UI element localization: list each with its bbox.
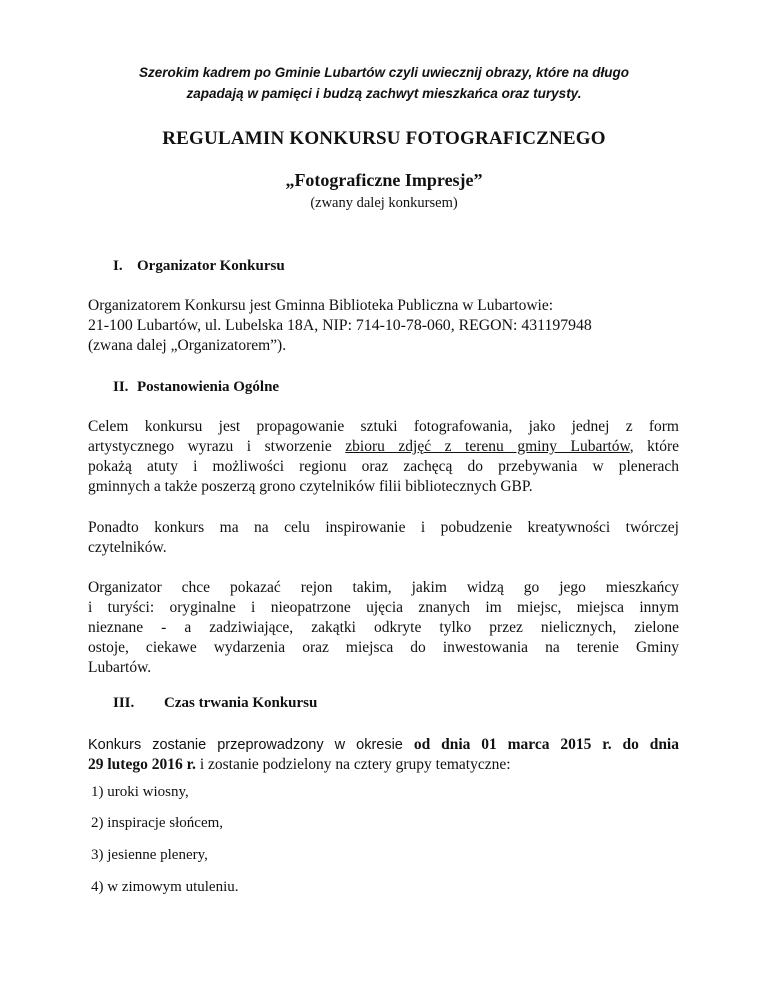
paragraph-duration [88, 735, 679, 775]
text-line [88, 437, 679, 457]
text-line: ostoje, ciekawe wydarzenia oraz miejsca do inwestowania na terenie Gminy [88, 639, 679, 656]
text-line: nieznane - a zadziwiające, zakątki odkryte tylko przez nielicznych, zielone [88, 619, 679, 636]
section-title: Organizator Konkursu [137, 258, 285, 274]
text-run: , które [629, 438, 679, 455]
document-title: REGULAMIN KONKURSU FOTOGRAFICZNEGO [162, 128, 606, 149]
section-number: III. [113, 695, 135, 711]
text-line: i turyści: oryginalne i nieopatrzone ujęcia znanych im miejsc, miejsca innym [88, 599, 679, 616]
text-line: Celem konkursu jest propagowanie sztuki fotografowania, jako jednej z form [88, 418, 679, 435]
section-heading-organizer [113, 258, 285, 275]
date-range: od dnia 01 marca 2015 r. do dnia [413, 736, 679, 753]
paragraph-organizer [88, 296, 679, 356]
motto-line: zapadają w pamięci i budzą zachwyt mieszkańca oraz turysty. [186, 86, 582, 101]
text-line: Organizatorem Konkursu jest Gminna Biblioteka Publiczna w Lubartowie: [88, 297, 554, 314]
section-heading-general [113, 379, 279, 396]
paragraph-region [88, 578, 679, 678]
text-line: czytelników. [88, 539, 167, 556]
section-title: Postanowienia Ogólne [137, 379, 280, 395]
text-run: i zostanie podzielony na cztery grupy tematyczne: [195, 756, 511, 773]
text-run: Konkurs zostanie przeprowadzony w okresie [88, 737, 414, 753]
list-item: 4) w zimowym utuleniu. [91, 879, 239, 895]
contest-name: „Fotograficzne Impresje” [285, 170, 483, 190]
underlined-phrase: zbioru zdjęć z terenu gminy Lubartów [345, 438, 630, 455]
date-end: 29 lutego 2016 r. [88, 756, 196, 773]
paragraph-goal [88, 417, 679, 497]
motto-line: Szerokim kadrem po Gminie Lubartów czyli uwiecznij obrazy, które na długo [138, 65, 630, 80]
section-number: I. [113, 258, 123, 274]
contest-note: (zwany dalej konkursem) [310, 195, 458, 211]
text-line: (zwana dalej „Organizatorem”). [88, 337, 287, 354]
section-title: Czas trwania Konkursu [164, 695, 318, 711]
list-item: 3) jesienne plenery, [91, 847, 208, 863]
list-item: 1) uroki wiosny, [91, 784, 189, 800]
text-run: artystycznego wyrazu i stworzenie [88, 438, 346, 455]
text-line: Ponadto konkurs ma na celu inspirowanie i pobudzenie kreatywności twórczej [88, 519, 679, 536]
text-line: Organizator chce pokazać rejon takim, jakim widzą go jego mieszkańcy [88, 579, 679, 596]
text-line: pokażą atuty i możliwości regionu oraz zachęcą do przebywania w plenerach [88, 458, 679, 475]
text-line [88, 735, 679, 755]
section-number: II. [113, 379, 129, 395]
text-line [88, 755, 679, 775]
list-item: 2) inspiracje słońcem, [91, 815, 224, 831]
text-line: 21-100 Lubartów, ul. Lubelska 18A, NIP: 714-10-78-060, REGON: 431197948 [88, 317, 592, 334]
motto [60, 62, 708, 104]
text-line: gminnych a także poszerzą grono czytelników filii bibliotecznych GBP. [88, 478, 533, 495]
paragraph-inspiration [88, 518, 679, 558]
section-heading-duration [113, 695, 317, 712]
text-line: Lubartów. [88, 659, 152, 676]
